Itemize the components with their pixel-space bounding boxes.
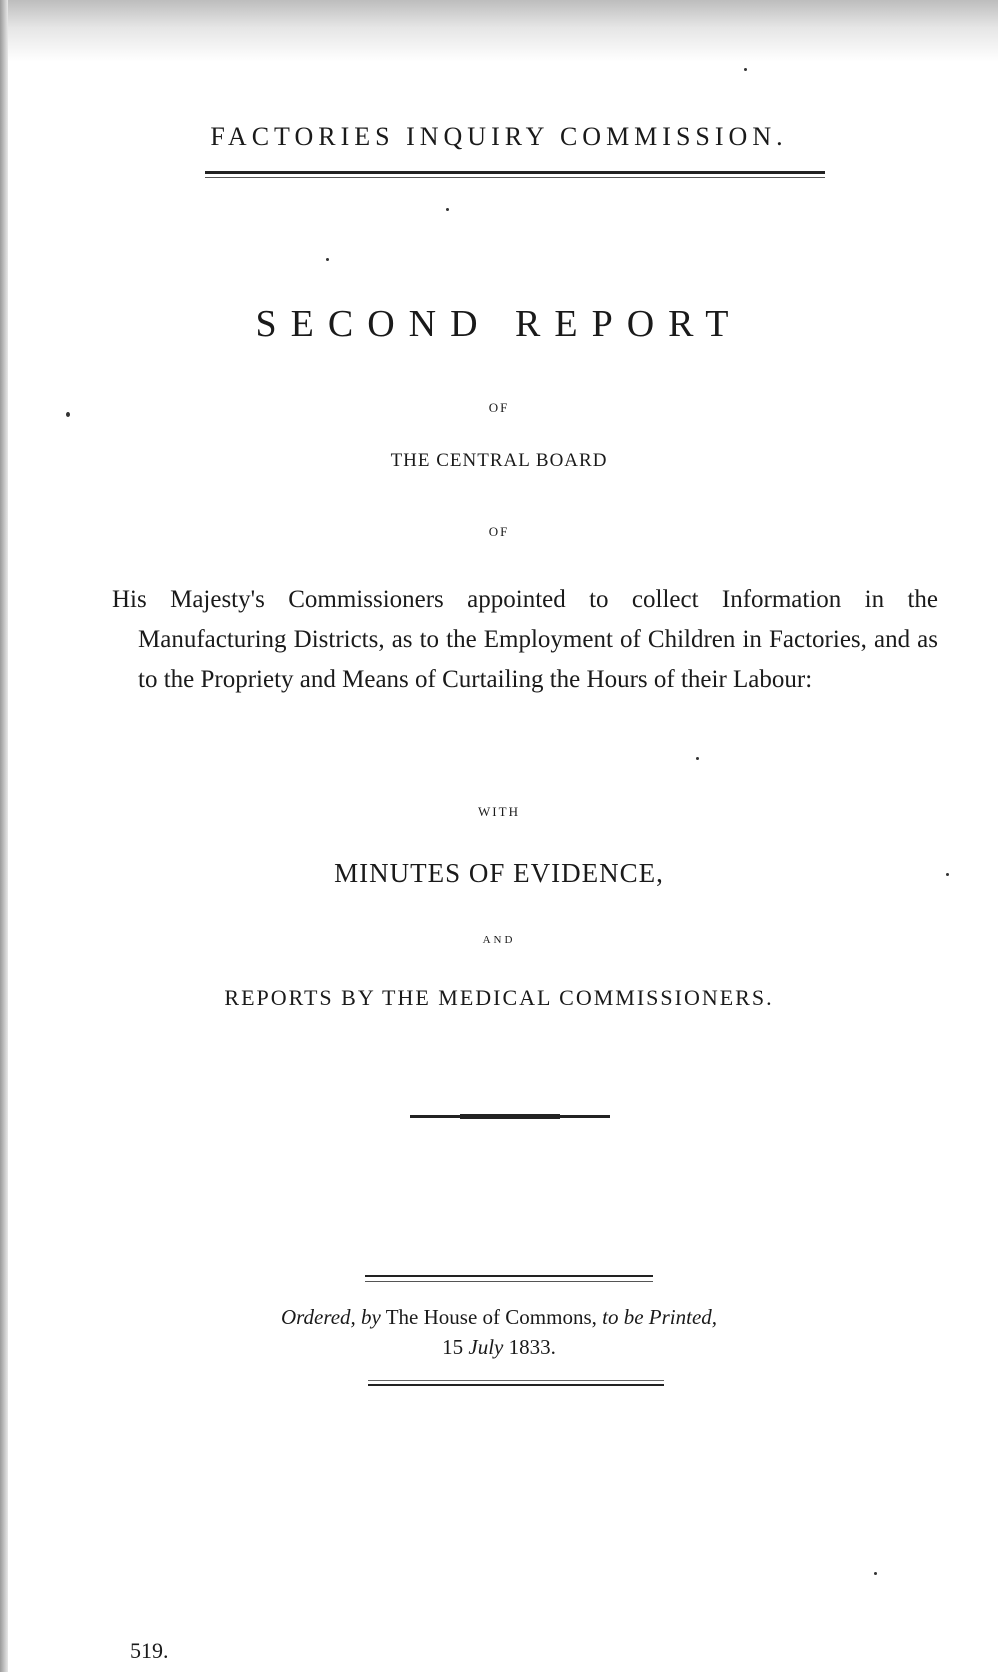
commission-title: FACTORIES INQUIRY COMMISSION. bbox=[210, 122, 788, 151]
central-board-heading: THE CENTRAL BOARD bbox=[390, 450, 608, 471]
report-title: SECOND REPORT bbox=[255, 303, 743, 345]
of-label-1: OF bbox=[488, 400, 510, 415]
scan-speck bbox=[326, 258, 329, 261]
ordered-rule-top bbox=[365, 1275, 653, 1277]
ordered-by-text: Ordered, by bbox=[280, 1305, 381, 1329]
medical-reports-heading: REPORTS BY THE MEDICAL COMMISSIONERS. bbox=[224, 985, 774, 1010]
header-rule-thick bbox=[205, 171, 825, 174]
with-label: WITH bbox=[478, 804, 520, 819]
document-page bbox=[8, 0, 998, 1672]
page-number: 519. bbox=[130, 1638, 169, 1663]
scan-speck bbox=[66, 412, 70, 417]
ordered-date bbox=[0, 1332, 998, 1362]
middle-rule-center bbox=[460, 1114, 560, 1119]
bottom-rule-thin bbox=[368, 1380, 664, 1381]
ordered-statement bbox=[0, 1302, 998, 1362]
scan-speck bbox=[446, 208, 449, 211]
date-month: July bbox=[468, 1335, 504, 1359]
house-of-commons-text: The House of Commons, bbox=[385, 1305, 597, 1329]
of-label-2: OF bbox=[488, 524, 510, 539]
date-year: 1833. bbox=[508, 1335, 556, 1359]
scan-speck bbox=[696, 757, 699, 760]
report-description: His Majesty's Commissioners appointed to collect Information in the Manufacturing Districts, as to the Employment of Children in Factories, and as to the Propriety and Means of Curtailing the Hours of their Labour: bbox=[112, 586, 938, 693]
minutes-heading: MINUTES OF EVIDENCE, bbox=[334, 858, 664, 888]
header-rule-thin bbox=[205, 177, 825, 178]
scan-speck bbox=[874, 1572, 877, 1575]
scan-speck bbox=[744, 68, 747, 71]
ordered-rule-top-thin bbox=[365, 1281, 653, 1282]
to-be-printed-text: to be Printed, bbox=[602, 1305, 718, 1329]
page-left-edge bbox=[0, 0, 8, 1672]
scan-speck bbox=[946, 873, 949, 876]
and-label: AND bbox=[482, 934, 516, 946]
date-day: 15 bbox=[442, 1335, 464, 1359]
ordered-line-1 bbox=[0, 1302, 998, 1332]
bottom-rule-thick bbox=[368, 1384, 664, 1386]
